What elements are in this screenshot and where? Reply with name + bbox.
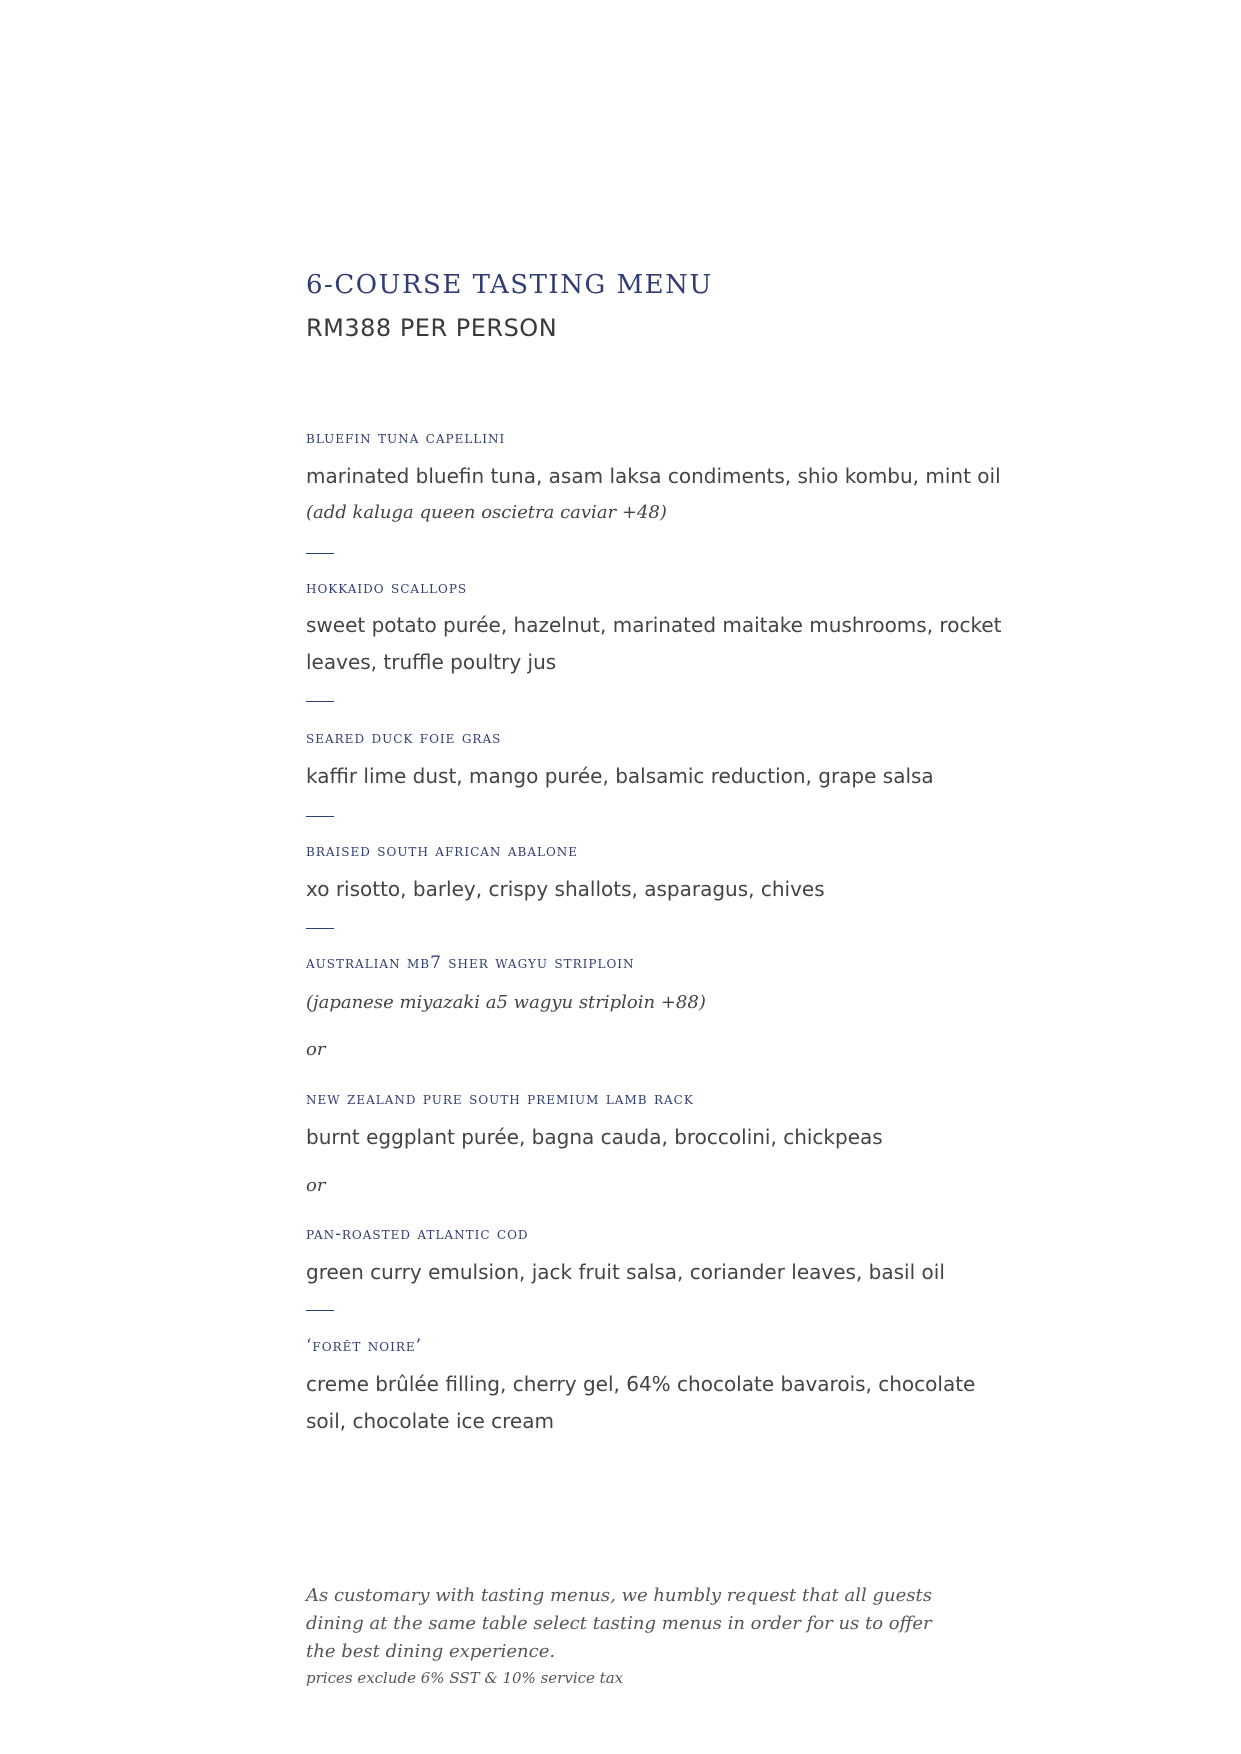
course-divider [306, 701, 334, 702]
course-description-abalone: xo risotto, barley, crispy shallots, asparagus, chives [306, 877, 825, 901]
course-note-a5-wagyu: (japanese miyazaki a5 wagyu striploin +88) [306, 992, 706, 1013]
course-description-atlantic-cod: green curry emulsion, jack fruit salsa, coriander leaves, basil oil [306, 1260, 945, 1284]
tax-note: prices exclude 6% SST & 10% service tax [306, 1669, 624, 1687]
course-divider [306, 816, 334, 817]
course-name-foret-noire: ‘forêt noire’ [306, 1336, 423, 1356]
course-name-lamb-rack: new zealand pure south premium lamb rack [306, 1089, 694, 1109]
course-name-wagyu-striploin: australian mb7 sher wagyu striploin [306, 953, 635, 973]
course-divider [306, 1310, 334, 1311]
course-description-hokkaido-scallops: sweet potato purée, hazelnut, marinated maitake mushrooms, rocket leaves, truffle poultry jus [306, 613, 1002, 674]
course-description-duck-foie-gras: kaffir lime dust, mango purée, balsamic reduction, grape salsa [306, 764, 934, 788]
course-name-bluefin-tuna: bluefin tuna capellini [306, 428, 506, 448]
course-name-atlantic-cod: pan-roasted atlantic cod [306, 1224, 529, 1244]
course-divider [306, 928, 334, 929]
course-name-hokkaido-scallops: hokkaido scallops [306, 578, 468, 598]
or-label: or [306, 1175, 326, 1196]
menu-title: 6-COURSE TASTING MENU [306, 270, 713, 300]
course-note-caviar: (add kaluga queen oscietra caviar +48) [306, 502, 667, 523]
course-description-foret-noire: creme brûlée filling, cherry gel, 64% chocolate bavarois, chocolate soil, chocolate ice cream [306, 1372, 976, 1433]
tasting-menu-request-note: As customary with tasting menus, we humbly request that all guests dining at the same table select tasting menus in order for us to offer the best dining experience. [306, 1585, 932, 1662]
course-divider [306, 553, 334, 554]
course-name-duck-foie-gras: seared duck foie gras [306, 728, 502, 748]
or-label: or [306, 1039, 326, 1060]
course-description-bluefin-tuna: marinated bluefin tuna, asam laksa condiments, shio kombu, mint oil [306, 464, 1001, 488]
menu-price: RM388 PER PERSON [306, 314, 558, 342]
course-name-abalone: braised south african abalone [306, 841, 579, 861]
course-description-lamb-rack: burnt eggplant purée, bagna cauda, broccolini, chickpeas [306, 1125, 883, 1149]
